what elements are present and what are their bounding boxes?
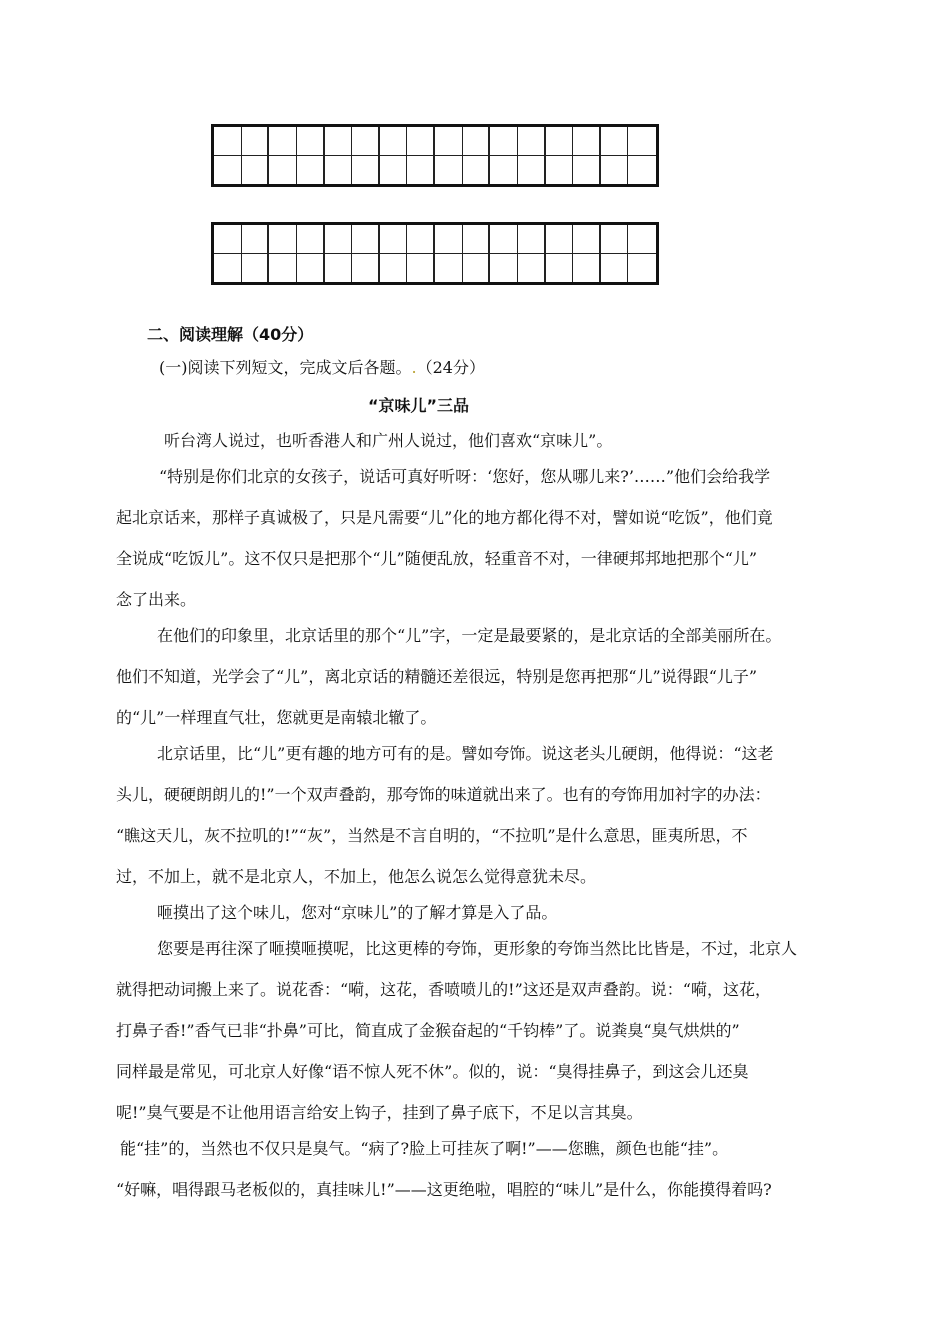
grid-cell[interactable] — [297, 156, 325, 185]
grid-cell[interactable] — [490, 225, 518, 254]
article-line: 他们不知道，光学会了“儿”，离北京话的精髓还差很远，特别是您再把那“儿”说得跟“儿子” — [116, 667, 758, 686]
article-line: 打鼻子香!”香气已非“扑鼻”可比，简直成了金猴奋起的“千钧棒”了。说粪臭“臭气烘烘的” — [116, 1021, 740, 1040]
grid-cell[interactable] — [214, 225, 242, 254]
sub-instruction-score: （24分） — [416, 358, 485, 377]
grid-cell[interactable] — [435, 225, 463, 254]
grid-cell[interactable] — [573, 254, 601, 283]
grid-cell[interactable] — [352, 225, 380, 254]
article-line: 您要是再往深了咂摸咂摸呢，比这更棒的夸饰，更形象的夸饰当然比比皆是，不过，北京人 — [157, 939, 798, 958]
grid-cell[interactable] — [601, 156, 629, 185]
grid-cell[interactable] — [380, 225, 408, 254]
grid-cell[interactable] — [463, 225, 491, 254]
grid-cell[interactable] — [325, 225, 353, 254]
grid-cell[interactable] — [269, 127, 297, 156]
grid-cell[interactable] — [214, 156, 242, 185]
article-line: 的“儿”一样理直气壮，您就更是南辕北辙了。 — [116, 708, 437, 727]
grid-cell[interactable] — [435, 127, 463, 156]
article-line: 咂摸出了这个味儿，您对“京味儿”的了解才算是入了品。 — [157, 903, 558, 922]
section-heading: 二、阅读理解（40分） — [147, 325, 314, 344]
grid-cell[interactable] — [407, 156, 435, 185]
grid-cell[interactable] — [352, 127, 380, 156]
grid-cell[interactable] — [628, 254, 656, 283]
article-line: 在他们的印象里，北京话里的那个“儿”字，一定是最要紧的，是北京话的全部美丽所在。 — [157, 626, 782, 645]
grid-cell[interactable] — [601, 225, 629, 254]
article-line: 就得把动词搬上来了。说花香：“嗬，这花，香喷喷儿的!”这还是双声叠韵。说：“嗬，这花， — [116, 980, 771, 999]
grid-cell[interactable] — [242, 254, 270, 283]
grid-cell[interactable] — [352, 156, 380, 185]
grid-cell[interactable] — [463, 254, 491, 283]
grid-cell[interactable] — [435, 254, 463, 283]
grid-cell[interactable] — [463, 127, 491, 156]
grid-cell[interactable] — [325, 127, 353, 156]
grid-cell[interactable] — [518, 225, 546, 254]
grid-cell[interactable] — [546, 225, 574, 254]
grid-cell[interactable] — [546, 127, 574, 156]
answer-grid-1[interactable] — [211, 124, 659, 187]
article-line: 全说成“吃饭儿”。这不仅只是把那个“儿”随便乱放，轻重音不对，一律硬邦邦地把那个“儿” — [116, 549, 758, 568]
grid-cell[interactable] — [380, 156, 408, 185]
grid-cell[interactable] — [628, 156, 656, 185]
article-line: 能“挂”的，当然也不仅只是臭气。“病了?脸上可挂灰了啊!”——您瞧，颜色也能“挂”。 — [120, 1139, 729, 1158]
article-line: “好嘛，唱得跟马老板似的，真挂味儿!”——这更绝啦，唱腔的“味儿”是什么，你能摸得着吗? — [116, 1180, 772, 1199]
article-line: 同样最是常见，可北京人好像“语不惊人死不休”。似的，说：“臭得挂鼻子，到这会儿还臭 — [116, 1062, 749, 1081]
grid-cell[interactable] — [490, 254, 518, 283]
sub-instruction — [159, 358, 485, 378]
grid-cell[interactable] — [407, 254, 435, 283]
sub-instruction-mark: . — [411, 358, 417, 377]
grid-cell[interactable] — [463, 156, 491, 185]
article-title: “京味儿”三品 — [368, 396, 470, 415]
grid-cell[interactable] — [573, 225, 601, 254]
grid-cell[interactable] — [380, 127, 408, 156]
grid-cell[interactable] — [380, 254, 408, 283]
article-line: 念了出来。 — [116, 590, 197, 609]
grid-cell[interactable] — [214, 254, 242, 283]
grid-cell[interactable] — [242, 127, 270, 156]
grid-cell[interactable] — [297, 225, 325, 254]
grid-cell[interactable] — [518, 254, 546, 283]
grid-cell[interactable] — [214, 127, 242, 156]
grid-cell[interactable] — [546, 254, 574, 283]
grid-cell[interactable] — [242, 156, 270, 185]
grid-cell[interactable] — [628, 225, 656, 254]
answer-grid-2[interactable] — [211, 222, 659, 285]
grid-cell[interactable] — [407, 225, 435, 254]
grid-cell[interactable] — [518, 156, 546, 185]
grid-cell[interactable] — [435, 156, 463, 185]
article-line: “瞧这天儿，灰不拉叽的!”“灰”，当然是不言自明的，“不拉叽”是什么意思，匪夷所思，不 — [116, 826, 748, 845]
grid-cell[interactable] — [352, 254, 380, 283]
grid-cell[interactable] — [269, 156, 297, 185]
article-line: 北京话里，比“儿”更有趣的地方可有的是。譬如夸饰。说这老头儿硬朗，他得说：“这老 — [157, 744, 774, 763]
article-line: 听台湾人说过，也听香港人和广州人说过，他们喜欢“京味儿”。 — [164, 431, 613, 450]
grid-cell[interactable] — [573, 127, 601, 156]
grid-cell[interactable] — [297, 254, 325, 283]
grid-cell[interactable] — [242, 225, 270, 254]
article-line: 头儿，硬硬朗朗儿的!”一个双声叠韵，那夸饰的味道就出来了。也有的夸饰用加衬字的办法： — [116, 785, 771, 804]
grid-cell[interactable] — [546, 156, 574, 185]
grid-cell[interactable] — [269, 225, 297, 254]
sub-instruction-text: (一)阅读下列短文，完成文后各题。 — [159, 358, 412, 377]
grid-cell[interactable] — [297, 127, 325, 156]
grid-cell[interactable] — [325, 254, 353, 283]
grid-cell[interactable] — [269, 254, 297, 283]
grid-cell[interactable] — [407, 127, 435, 156]
grid-cell[interactable] — [573, 156, 601, 185]
grid-cell[interactable] — [601, 254, 629, 283]
grid-cell[interactable] — [490, 156, 518, 185]
grid-cell[interactable] — [490, 127, 518, 156]
article-line: 起北京话来，那样子真诚极了，只是凡需要“儿”化的地方都化得不对，譬如说“吃饭”，他们竟 — [116, 508, 773, 527]
article-line: 呢!”臭气要是不让他用语言给安上钩子，挂到了鼻子底下，不足以言其臭。 — [116, 1103, 643, 1122]
grid-cell[interactable] — [325, 156, 353, 185]
grid-cell[interactable] — [628, 127, 656, 156]
article-line: “特别是你们北京的女孩子，说话可真好听呀：‘您好，您从哪儿来?’……”他们会给我学 — [159, 467, 771, 486]
article-line: 过，不加上，就不是北京人，不加上，他怎么说怎么觉得意犹未尽。 — [116, 867, 597, 886]
grid-cell[interactable] — [601, 127, 629, 156]
grid-cell[interactable] — [518, 127, 546, 156]
